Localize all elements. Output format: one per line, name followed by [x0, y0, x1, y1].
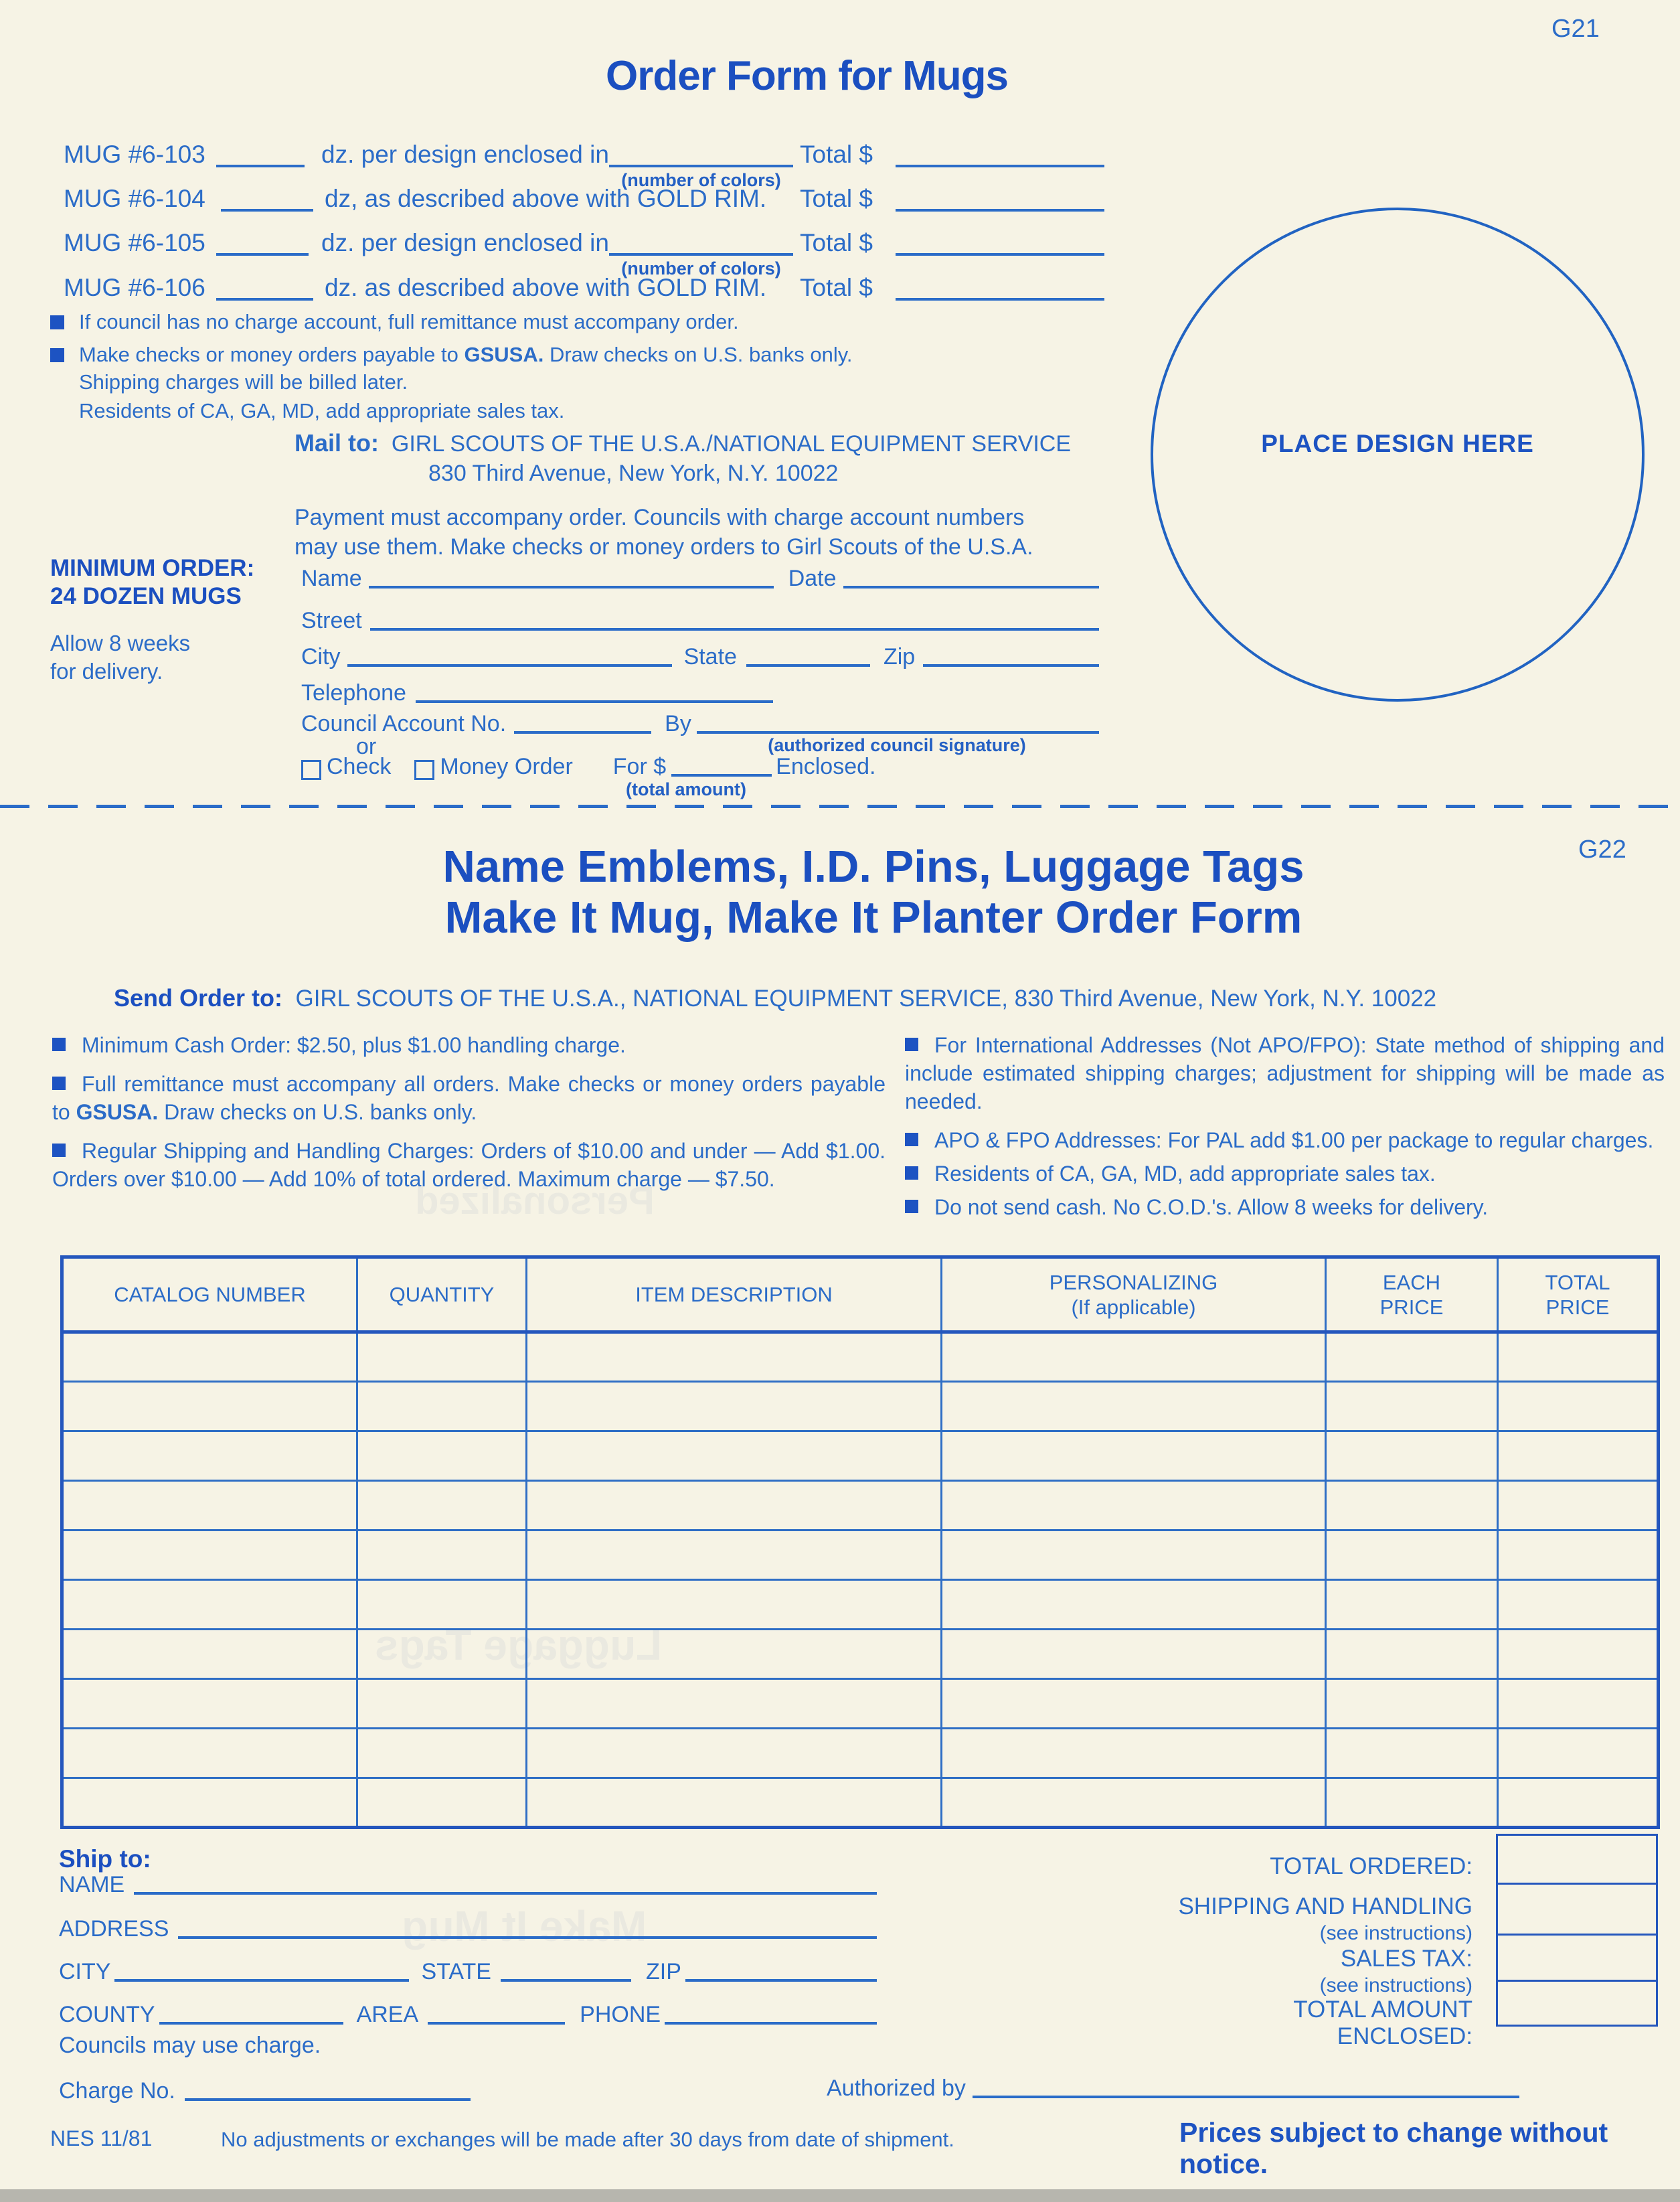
table-row [62, 1431, 1659, 1481]
table-cell[interactable] [1498, 1729, 1659, 1778]
mug-qty-input-line[interactable] [221, 185, 313, 212]
telephone-input-line[interactable] [416, 700, 773, 703]
total-amount-caption: (total amount) [626, 779, 746, 799]
ship-phone-input-line[interactable] [665, 2022, 877, 2025]
mug-total-input-line[interactable] [896, 274, 1104, 301]
city-input-line[interactable] [347, 664, 672, 667]
send-order-to-label: Send Order to: [114, 984, 283, 1012]
mug-qty-input-line[interactable] [216, 229, 309, 256]
money-order-label: Money Order [440, 754, 573, 779]
square-bullet-icon [50, 315, 64, 329]
ghost-showthrough-text: Make It Mug [402, 1902, 647, 1950]
mug-order-row [64, 185, 1108, 217]
mug-colors-input-line[interactable] [609, 141, 793, 167]
street-row [301, 608, 1099, 634]
table-cell[interactable] [357, 1778, 527, 1828]
shipping-handling-box[interactable] [1496, 1883, 1658, 1936]
col-header-catalog-number: CATALOG NUMBER [62, 1257, 357, 1332]
charge-no-label: Charge No. [59, 2078, 175, 2104]
table-cell[interactable] [62, 1778, 357, 1828]
mug-catalog-number: MUG #6-103 [64, 141, 205, 168]
enclosed-text: ENCLOSED: [1337, 2023, 1473, 2049]
table-cell[interactable] [1498, 1481, 1659, 1530]
minimum-order-line: 24 DOZEN MUGS [50, 583, 242, 609]
table-cell[interactable] [527, 1580, 942, 1630]
mug-total-input-line[interactable] [896, 185, 1104, 212]
ship-area-input-line[interactable] [428, 2022, 565, 2025]
ship-zip-label: ZIP [645, 1959, 681, 1984]
mug-row-text: dz. as described above with GOLD RIM. [325, 274, 767, 301]
mug-total-input-line[interactable] [896, 229, 1104, 256]
authorized-by-input-line[interactable] [973, 2096, 1519, 2098]
table-cell[interactable] [1326, 1481, 1498, 1530]
table-cell[interactable] [942, 1778, 1326, 1828]
table-cell[interactable] [357, 1729, 527, 1778]
state-label: State [683, 644, 737, 670]
minimum-order-block [50, 554, 254, 686]
date-label: Date [788, 566, 837, 591]
table-row [62, 1481, 1659, 1530]
col-header-item-description: ITEM DESCRIPTION [527, 1257, 942, 1332]
table-cell[interactable] [62, 1580, 357, 1630]
city-state-zip-row [301, 644, 1099, 670]
table-cell[interactable] [1498, 1530, 1659, 1580]
council-account-input-line[interactable] [514, 731, 651, 734]
table-cell[interactable] [62, 1729, 357, 1778]
form-number-footer: NES 11/81 [50, 2126, 153, 2150]
table-cell[interactable] [357, 1382, 527, 1431]
table-cell[interactable] [942, 1431, 1326, 1481]
prices-subject-note: Prices subject to change without notice. [1179, 2117, 1608, 2179]
council-account-label: Council Account No. [301, 711, 507, 736]
mailto-line1: Mail to: GIRL SCOUTS OF THE U.S.A./NATIONAL EQUIPMENT SERVICE [295, 429, 1072, 457]
order-table-body [62, 1332, 1659, 1828]
square-bullet-icon [52, 1077, 66, 1090]
number-of-colors-caption: (number of colors) [621, 170, 781, 190]
table-header-row [62, 1257, 1659, 1332]
mug-order-row [64, 141, 1108, 190]
check-label: Check [327, 754, 392, 779]
page-code-g21: G21 [1551, 15, 1600, 43]
ship-phone-label: PHONE [580, 2002, 661, 2027]
see-instructions-caption: (see instructions) [1319, 1974, 1473, 1996]
ship-name-label: NAME [59, 1872, 125, 1897]
table-cell[interactable] [1326, 1332, 1498, 1382]
note-item [50, 310, 1121, 334]
square-bullet-icon [52, 1038, 66, 1051]
name-input-line[interactable] [369, 586, 774, 588]
table-cell[interactable] [1498, 1778, 1659, 1828]
note-text: Make checks or money orders payable to GSUSA. Draw checks on U.S. banks only. [79, 343, 853, 366]
charge-no-row [59, 2078, 471, 2104]
bullet-item: Residents of CA, GA, MD, add appropriate sales tax. [905, 1160, 1665, 1188]
ship-address-label: ADDRESS [59, 1916, 169, 1942]
table-cell[interactable] [527, 1530, 942, 1580]
mailto-line2: 830 Third Avenue, New York, N.Y. 10022 [428, 461, 839, 486]
ship-to-title: Ship to: [59, 1845, 151, 1873]
table-cell[interactable] [942, 1580, 1326, 1630]
table-cell[interactable] [1326, 1382, 1498, 1431]
mug-total-label: Total $ [800, 141, 873, 168]
mug-row-text: dz. per design enclosed in [321, 229, 609, 256]
table-cell[interactable] [527, 1431, 942, 1481]
form2-title-line2: Make It Mug, Make It Planter Order Form [444, 892, 1303, 943]
table-cell[interactable] [1498, 1332, 1659, 1382]
table-cell[interactable] [527, 1481, 942, 1530]
ship-county-label: COUNTY [59, 2002, 155, 2027]
table-cell[interactable] [527, 1382, 942, 1431]
mailto-label: Mail to: [295, 429, 379, 457]
sales-tax-box[interactable] [1496, 1934, 1658, 1982]
table-cell[interactable] [62, 1332, 357, 1382]
ship-address-input-line[interactable] [178, 1936, 877, 1939]
table-cell[interactable] [357, 1431, 527, 1481]
form2-left-bullets [52, 1031, 886, 1204]
table-cell[interactable] [942, 1729, 1326, 1778]
col-header-quantity: QUANTITY [357, 1257, 527, 1332]
ghost-showthrough-text: Luggage Tags [375, 1621, 663, 1669]
mug-row-text: dz. per design enclosed in [321, 141, 609, 168]
ship-state-label: STATE [421, 1959, 491, 1984]
check-checkbox[interactable] [301, 760, 321, 780]
square-bullet-icon [905, 1133, 918, 1146]
place-design-circle [1151, 208, 1645, 702]
state-input-line[interactable] [746, 664, 870, 667]
table-cell[interactable] [62, 1630, 357, 1679]
table-cell[interactable] [357, 1332, 527, 1382]
city-label: City [301, 644, 341, 670]
zip-input-line[interactable] [923, 664, 1099, 667]
note-item [50, 343, 1121, 367]
telephone-row [301, 680, 773, 706]
page-code-g22: G22 [1578, 836, 1626, 864]
ship-city-label: CITY [59, 1959, 111, 1984]
ship-zip-input-line[interactable] [685, 1979, 877, 1982]
table-cell[interactable] [1498, 1382, 1659, 1431]
total-ordered-label: TOTAL ORDERED: [1270, 1853, 1473, 1879]
form1-notes [50, 310, 1121, 428]
total-amount-text: TOTAL AMOUNT [1293, 1996, 1473, 2023]
zip-label: Zip [883, 644, 916, 670]
table-cell[interactable] [1326, 1729, 1498, 1778]
no-adjustments-note: No adjustments or exchanges will be made after 30 days from date of shipment. [221, 2128, 954, 2151]
by-signature-input-line[interactable] [697, 731, 1099, 734]
shipping-handling-text: SHIPPING AND HANDLING [1178, 1893, 1473, 1919]
table-row [62, 1630, 1659, 1679]
sales-tax-label [1004, 1946, 1473, 1999]
ship-city-input-line[interactable] [114, 1979, 409, 1982]
ship-name-input-line[interactable] [134, 1892, 877, 1895]
check-money-order-row [301, 754, 904, 780]
mug-row-text: dz, as described above with GOLD RIM. [325, 185, 767, 212]
authorized-by-row [827, 2075, 1519, 2102]
table-cell[interactable] [942, 1630, 1326, 1679]
mug-order-row [64, 274, 1108, 306]
table-cell[interactable] [527, 1630, 942, 1679]
table-cell[interactable] [942, 1332, 1326, 1382]
councils-charge-note: Councils may use charge. [59, 2033, 321, 2058]
see-instructions-caption: (see instructions) [1319, 1922, 1473, 1944]
table-cell[interactable] [942, 1679, 1326, 1729]
ship-name-row [59, 1872, 877, 1898]
mug-total-label: Total $ [800, 185, 873, 212]
mug-catalog-number: MUG #6-105 [64, 229, 205, 256]
square-bullet-icon [52, 1144, 66, 1157]
authorized-by-label: Authorized by [827, 2075, 966, 2101]
table-cell[interactable] [1326, 1679, 1498, 1729]
table-cell[interactable] [1326, 1630, 1498, 1679]
table-cell[interactable] [527, 1778, 942, 1828]
table-cell[interactable] [1326, 1431, 1498, 1481]
mug-catalog-number: MUG #6-104 [64, 185, 205, 212]
table-cell[interactable] [1498, 1679, 1659, 1729]
note-text: If council has no charge account, full remittance must accompany order. [79, 310, 739, 333]
council-account-row [301, 711, 1099, 737]
table-row [62, 1778, 1659, 1828]
table-cell[interactable] [1498, 1630, 1659, 1679]
payment-note-line1: Payment must accompany order. Councils with charge account numbers [295, 505, 1025, 530]
name-date-row [301, 566, 1099, 592]
table-cell[interactable] [357, 1481, 527, 1530]
table-cell[interactable] [527, 1679, 942, 1729]
mug-catalog-number: MUG #6-106 [64, 274, 205, 301]
form2-right-bullets [905, 1031, 1665, 1232]
send-order-to-line: Send Order to: GIRL SCOUTS OF THE U.S.A., NATIONAL EQUIPMENT SERVICE, 830 Third Avenue, New York, N.Y. 10022 [114, 984, 1437, 1012]
total-ordered-box[interactable] [1496, 1834, 1658, 1885]
minimum-order-line: MINIMUM ORDER: [50, 555, 255, 581]
money-order-checkbox[interactable] [414, 760, 434, 780]
mug-order-row [64, 229, 1108, 279]
table-cell[interactable] [942, 1382, 1326, 1431]
table-cell[interactable] [1498, 1431, 1659, 1481]
table-row [62, 1382, 1659, 1431]
mug-qty-input-line[interactable] [216, 274, 313, 301]
bullet-item: Minimum Cash Order: $2.50, plus $1.00 handling charge. [52, 1031, 886, 1059]
table-cell[interactable] [62, 1431, 357, 1481]
ship-area-label: AREA [356, 2002, 419, 2027]
date-input-line[interactable] [843, 586, 1099, 588]
bullet-item: APO & FPO Addresses: For PAL add $1.00 per package to regular charges. [905, 1126, 1665, 1154]
form2-title-line1: Name Emblems, I.D. Pins, Luggage Tags [442, 842, 1305, 892]
mug-colors-input-line[interactable] [609, 229, 793, 256]
payment-note-line2: may use them. Make checks or money orders to Girl Scouts of the U.S.A. [295, 534, 1033, 560]
note-text: Shipping charges will be billed later. [79, 370, 408, 394]
mug-qty-input-line[interactable] [216, 141, 305, 167]
mailto-block [295, 428, 1071, 562]
mug-total-input-line[interactable] [896, 141, 1104, 167]
square-bullet-icon [905, 1038, 918, 1051]
mug-total-label: Total $ [800, 274, 873, 301]
by-label: By [665, 711, 691, 736]
total-amount-enclosed-box[interactable] [1496, 1980, 1658, 2027]
table-cell[interactable] [62, 1679, 357, 1729]
table-cell[interactable] [357, 1679, 527, 1729]
order-table [60, 1255, 1660, 1829]
ship-address-row [59, 1916, 877, 1942]
table-cell[interactable] [527, 1729, 942, 1778]
bullet-item: Do not send cash. No C.O.D.'s. Allow 8 weeks for delivery. [905, 1193, 1665, 1221]
ship-county-area-phone-row [59, 2002, 877, 2028]
table-cell[interactable] [1326, 1778, 1498, 1828]
total-amount-enclosed-label [1004, 1996, 1473, 2050]
delivery-note-line: Allow 8 weeks [50, 631, 191, 655]
shipping-handling-label [1004, 1893, 1473, 1947]
or-label: or [356, 734, 377, 759]
authorized-signature-caption: (authorized council signature) [768, 735, 1026, 755]
place-design-here-label: PLACE DESIGN HERE [1261, 430, 1534, 457]
sales-tax-text: SALES TAX: [1340, 1946, 1473, 1972]
table-cell[interactable] [1326, 1530, 1498, 1580]
table-cell[interactable] [357, 1530, 527, 1580]
ship-county-input-line[interactable] [159, 2022, 343, 2025]
table-row [62, 1679, 1659, 1729]
mug-total-label: Total $ [800, 229, 873, 256]
table-cell[interactable] [62, 1530, 357, 1580]
table-cell[interactable] [1498, 1580, 1659, 1630]
table-cell[interactable] [942, 1530, 1326, 1580]
street-input-line[interactable] [370, 628, 1099, 631]
street-label: Street [301, 608, 362, 633]
square-bullet-icon [905, 1166, 918, 1180]
bullet-item: Regular Shipping and Handling Charges: Orders of $10.00 and under — Add $1.00. Orders over $10.00 — Add 10% of total ordered. Maximum charge — $7.50. [52, 1139, 886, 1191]
square-bullet-icon [905, 1200, 918, 1213]
table-cell[interactable] [527, 1332, 942, 1382]
enclosed-label: Enclosed. [776, 754, 876, 779]
table-cell[interactable] [62, 1382, 357, 1431]
col-header-total-price: TOTAL PRICE [1498, 1257, 1659, 1332]
note-text: Residents of CA, GA, MD, add appropriate sales tax. [79, 399, 565, 422]
ship-state-input-line[interactable] [501, 1979, 631, 1982]
totals-boxes [1496, 1836, 1658, 2027]
table-cell[interactable] [1326, 1580, 1498, 1630]
table-row [62, 1530, 1659, 1580]
bullet-item: Full remittance must accompany all orders. Make checks or money orders payable to GSUSA. Draw checks on U.S. banks only. [52, 1072, 886, 1124]
bullet-item: For International Addresses (Not APO/FPO): State method of shipping and include estimated shipping charges; adjustment for shipping will be made as needed. [905, 1033, 1665, 1113]
col-header-each-price: EACH PRICE [1326, 1257, 1498, 1332]
table-row [62, 1580, 1659, 1630]
ghost-showthrough-text: Personalized [415, 1179, 655, 1223]
table-cell[interactable] [357, 1580, 527, 1630]
square-bullet-icon [50, 348, 64, 362]
ship-city-state-zip-row [59, 1959, 877, 1985]
table-cell[interactable] [357, 1630, 527, 1679]
table-row [62, 1729, 1659, 1778]
for-amount-label: For $ [612, 754, 667, 779]
col-header-personalizing: PERSONALIZING (If applicable) [942, 1257, 1326, 1332]
name-label: Name [301, 566, 362, 591]
number-of-colors-caption: (number of colors) [621, 258, 781, 279]
form1-title: Order Form for Mugs [606, 53, 1009, 99]
order-table-container [60, 1255, 1660, 1829]
telephone-label: Telephone [301, 680, 406, 706]
scan-edge-bar [0, 2189, 1680, 2202]
amount-input-line[interactable] [671, 774, 772, 777]
table-cell[interactable] [62, 1481, 357, 1530]
table-cell[interactable] [942, 1481, 1326, 1530]
table-row [62, 1332, 1659, 1382]
delivery-note-line: for delivery. [50, 659, 163, 684]
cut-line-dashed-rule [0, 805, 1680, 808]
charge-no-input-line[interactable] [185, 2098, 471, 2101]
